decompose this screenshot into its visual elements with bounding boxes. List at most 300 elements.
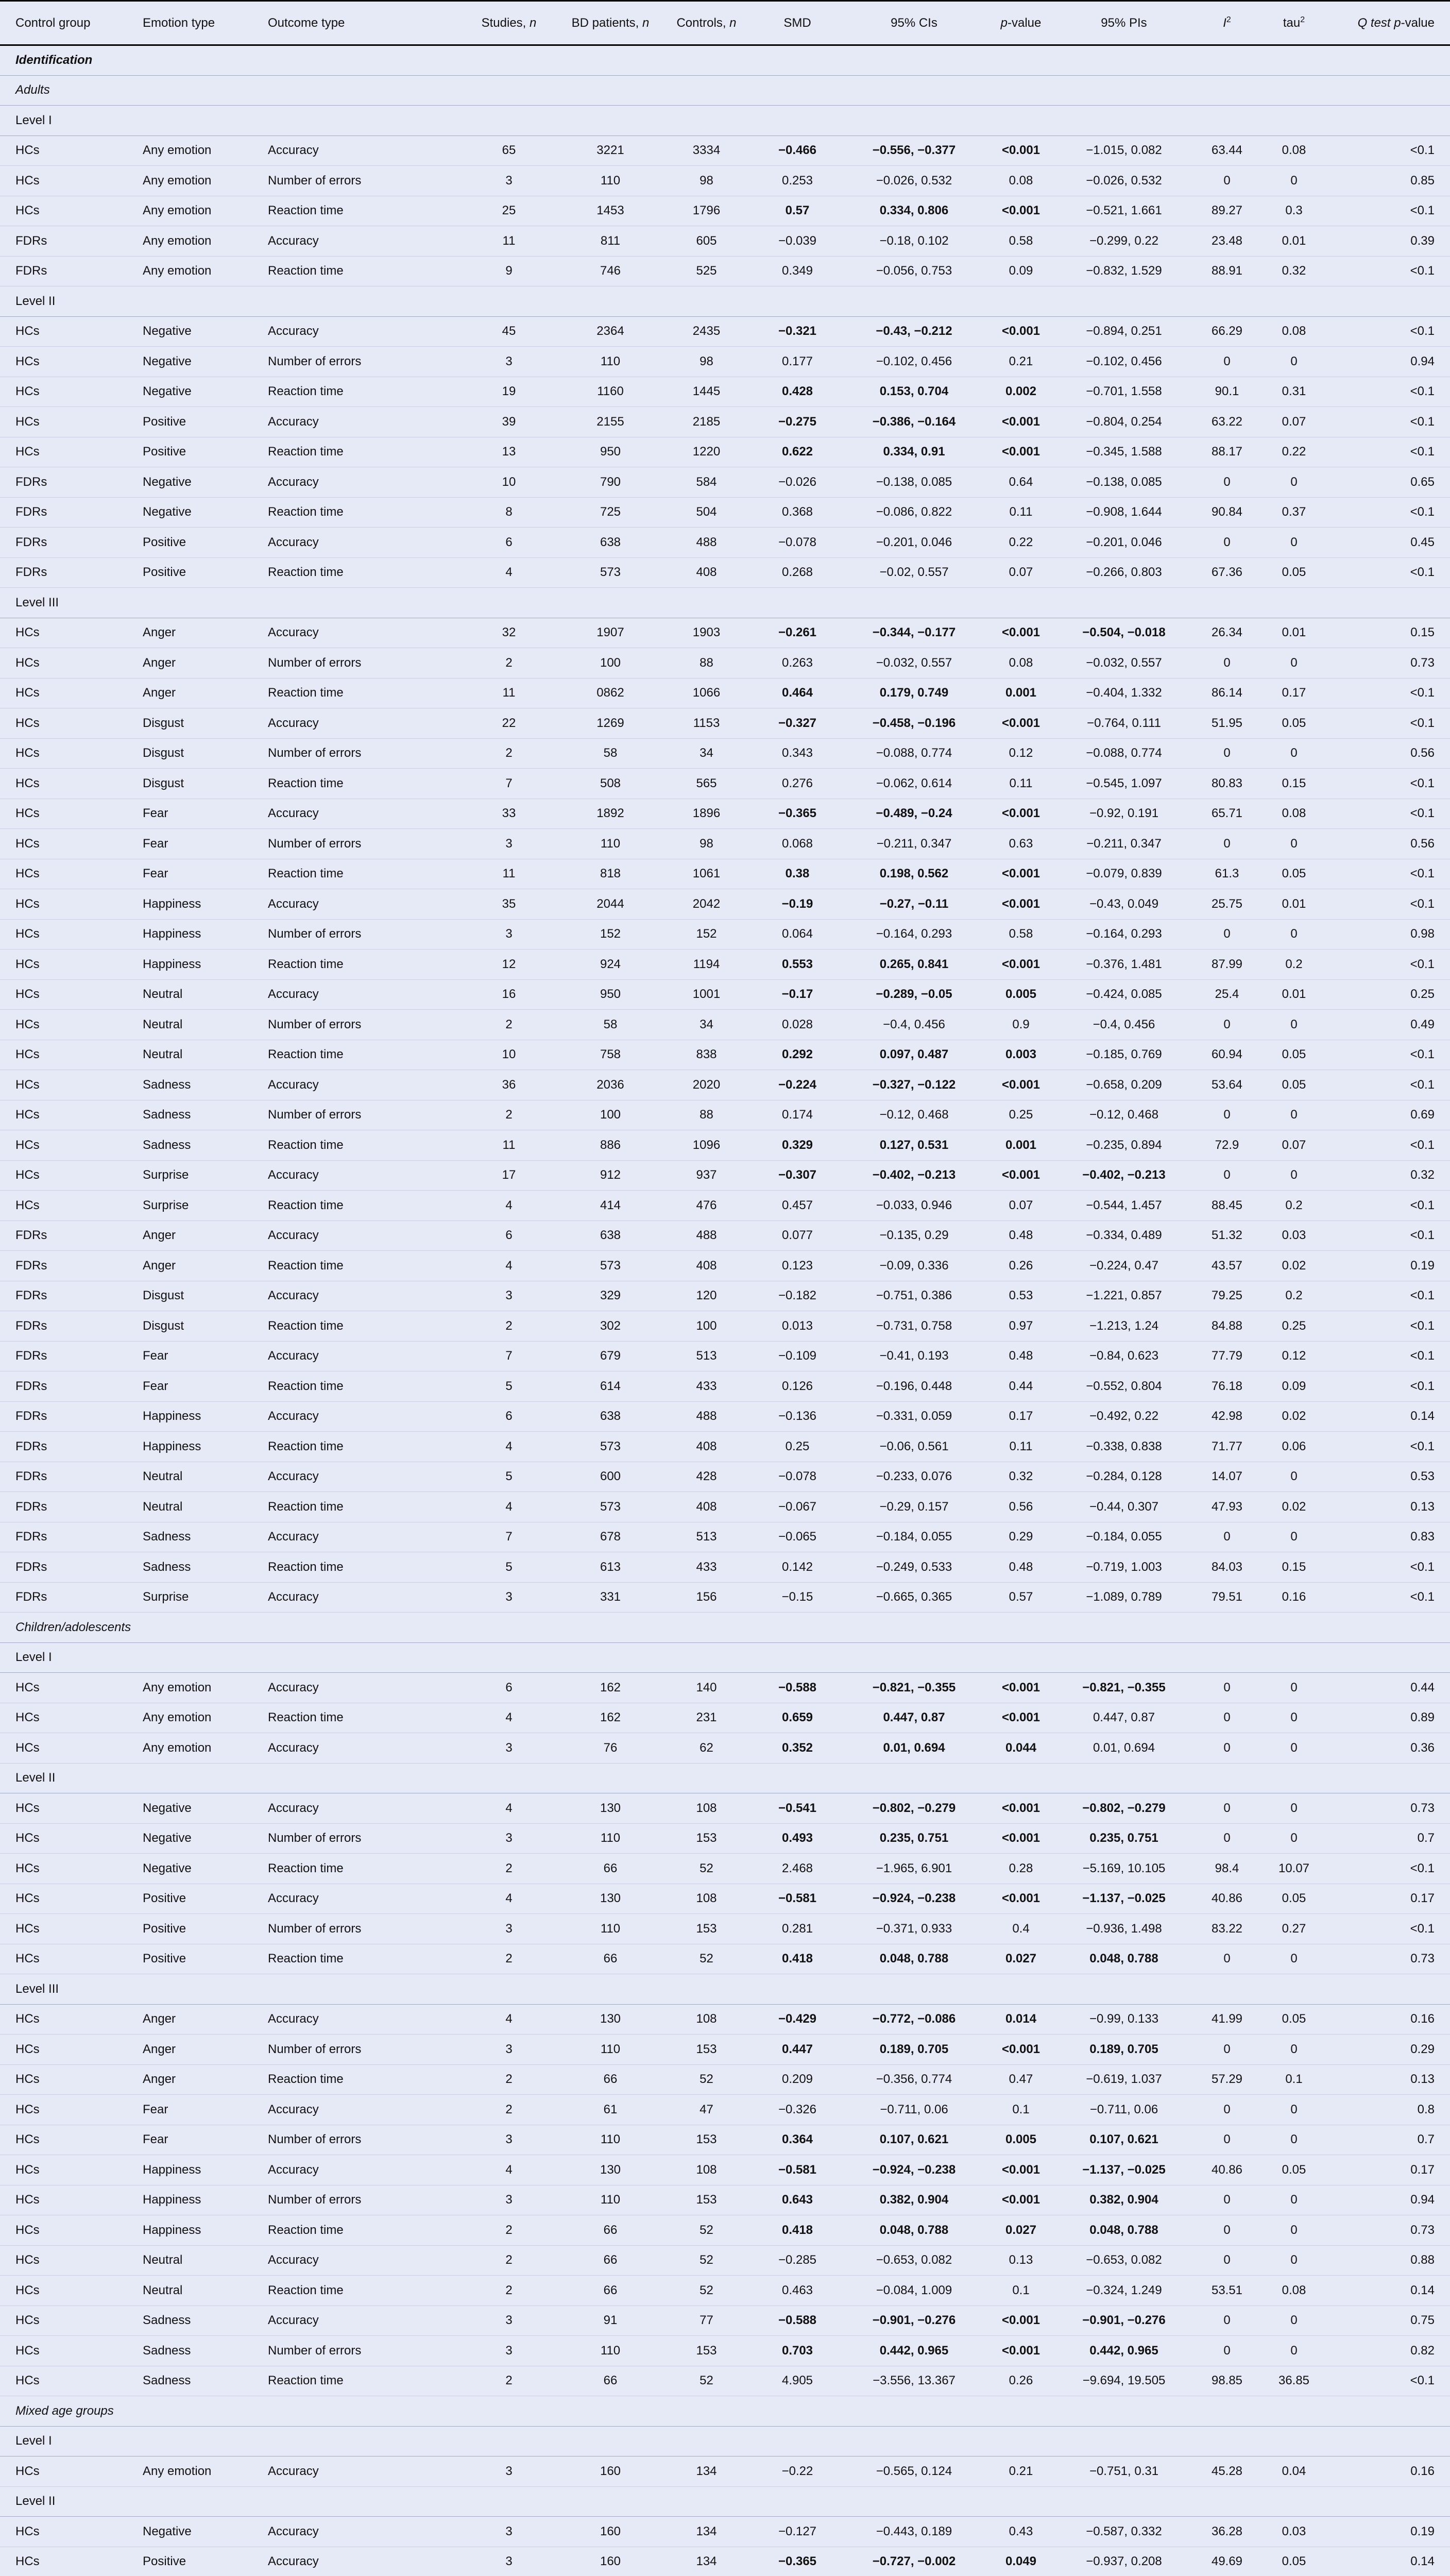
cell-emotion-type: Sadness bbox=[127, 2306, 252, 2336]
table-row bbox=[0, 528, 1450, 558]
col-smd: SMD bbox=[752, 1, 843, 45]
cell-studies: 6 bbox=[458, 1673, 559, 1703]
cell-i2: 47.93 bbox=[1191, 1492, 1263, 1522]
cell-emotion-type: Sadness bbox=[127, 1130, 252, 1161]
cell-ci: −0.29, 0.157 bbox=[843, 1492, 985, 1522]
cell-pi: −0.402, −0.213 bbox=[1057, 1160, 1191, 1191]
table-row bbox=[0, 226, 1450, 257]
cell-smd: −0.285 bbox=[752, 2245, 843, 2276]
cell-control-group: FDRs bbox=[0, 226, 127, 257]
cell-tau2: 0 bbox=[1263, 829, 1325, 859]
cell-studies: 5 bbox=[458, 1371, 559, 1402]
cell-control-group: HCs bbox=[0, 437, 127, 467]
cell-studies: 3 bbox=[458, 2306, 559, 2336]
cell-controls: 488 bbox=[661, 528, 752, 558]
cell-smd: −0.067 bbox=[752, 1492, 843, 1522]
cell-controls: 525 bbox=[661, 256, 752, 286]
table-row bbox=[0, 2215, 1450, 2246]
cell-emotion-type: Fear bbox=[127, 859, 252, 889]
table-row bbox=[0, 2245, 1450, 2276]
cell-ci: 0.048, 0.788 bbox=[843, 1944, 985, 1974]
cell-ci: −0.802, −0.279 bbox=[843, 1793, 985, 1824]
cell-bd-patients: 66 bbox=[559, 1854, 661, 1884]
cell-q-test: 0.15 bbox=[1325, 618, 1450, 648]
cell-pi: −1.015, 0.082 bbox=[1057, 135, 1191, 166]
cell-emotion-type: Any emotion bbox=[127, 1733, 252, 1764]
cell-ci: −0.344, −0.177 bbox=[843, 618, 985, 648]
cell-bd-patients: 329 bbox=[559, 1281, 661, 1311]
cell-outcome-type: Reaction time bbox=[252, 1854, 458, 1884]
cell-i2: 0 bbox=[1191, 2185, 1263, 2215]
cell-p-value: 0.97 bbox=[985, 1311, 1057, 1342]
cell-controls: 52 bbox=[661, 2245, 752, 2276]
cell-bd-patients: 110 bbox=[559, 1914, 661, 1944]
cell-control-group: HCs bbox=[0, 2517, 127, 2547]
table-row bbox=[0, 407, 1450, 437]
cell-emotion-type: Disgust bbox=[127, 769, 252, 799]
cell-control-group: HCs bbox=[0, 1884, 127, 1914]
cell-smd: −0.327 bbox=[752, 708, 843, 739]
cell-control-group: HCs bbox=[0, 859, 127, 889]
cell-bd-patients: 2044 bbox=[559, 889, 661, 920]
cell-emotion-type: Sadness bbox=[127, 1522, 252, 1552]
cell-smd: −0.541 bbox=[752, 1793, 843, 1824]
cell-smd: −0.321 bbox=[752, 316, 843, 347]
cell-controls: 52 bbox=[661, 2366, 752, 2396]
table-row bbox=[0, 377, 1450, 407]
cell-ci: −0.556, −0.377 bbox=[843, 135, 985, 166]
cell-controls: 108 bbox=[661, 2004, 752, 2035]
cell-p-value: 0.11 bbox=[985, 497, 1057, 528]
cell-controls: 2185 bbox=[661, 407, 752, 437]
cell-bd-patients: 924 bbox=[559, 950, 661, 980]
cell-ci: −0.06, 0.561 bbox=[843, 1432, 985, 1462]
cell-control-group: HCs bbox=[0, 2155, 127, 2185]
cell-controls: 153 bbox=[661, 1914, 752, 1944]
cell-outcome-type: Reaction time bbox=[252, 1432, 458, 1462]
cell-controls: 153 bbox=[661, 2125, 752, 2155]
cell-bd-patients: 638 bbox=[559, 528, 661, 558]
cell-tau2: 0.09 bbox=[1263, 1371, 1325, 1402]
cell-studies: 2 bbox=[458, 1944, 559, 1974]
cell-emotion-type: Negative bbox=[127, 347, 252, 377]
cell-emotion-type: Negative bbox=[127, 497, 252, 528]
cell-bd-patients: 58 bbox=[559, 738, 661, 769]
cell-pi: −1.213, 1.24 bbox=[1057, 1311, 1191, 1342]
table-row bbox=[0, 2004, 1450, 2035]
cell-tau2: 0 bbox=[1263, 1522, 1325, 1552]
cell-p-value: <0.001 bbox=[985, 2336, 1057, 2366]
cell-emotion-type: Any emotion bbox=[127, 166, 252, 196]
cell-controls: 52 bbox=[661, 2064, 752, 2095]
cell-controls: 2435 bbox=[661, 316, 752, 347]
cell-tau2: 0 bbox=[1263, 1793, 1325, 1824]
cell-tau2: 10.07 bbox=[1263, 1854, 1325, 1884]
cell-control-group: HCs bbox=[0, 799, 127, 829]
cell-bd-patients: 1892 bbox=[559, 799, 661, 829]
cell-control-group: HCs bbox=[0, 829, 127, 859]
cell-tau2: 0 bbox=[1263, 2306, 1325, 2336]
cell-outcome-type: Number of errors bbox=[252, 919, 458, 950]
cell-i2: 25.4 bbox=[1191, 979, 1263, 1010]
cell-tau2: 0.05 bbox=[1263, 1884, 1325, 1914]
cell-ci: −0.233, 0.076 bbox=[843, 1462, 985, 1492]
cell-p-value: <0.001 bbox=[985, 950, 1057, 980]
cell-i2: 0 bbox=[1191, 2336, 1263, 2366]
cell-controls: 62 bbox=[661, 1733, 752, 1764]
cell-emotion-type: Positive bbox=[127, 407, 252, 437]
level-row bbox=[0, 588, 1450, 618]
cell-i2: 98.4 bbox=[1191, 1854, 1263, 1884]
cell-emotion-type: Disgust bbox=[127, 1311, 252, 1342]
cell-smd: 2.468 bbox=[752, 1854, 843, 1884]
section-heading: Identification bbox=[0, 45, 1450, 76]
cell-controls: 1220 bbox=[661, 437, 752, 467]
cell-i2: 0 bbox=[1191, 1100, 1263, 1130]
cell-smd: −0.078 bbox=[752, 1462, 843, 1492]
cell-studies: 7 bbox=[458, 1341, 559, 1371]
cell-studies: 4 bbox=[458, 1884, 559, 1914]
cell-control-group: HCs bbox=[0, 2245, 127, 2276]
cell-i2: 60.94 bbox=[1191, 1040, 1263, 1070]
cell-p-value: 0.48 bbox=[985, 1552, 1057, 1583]
cell-studies: 6 bbox=[458, 528, 559, 558]
cell-p-value: 0.09 bbox=[985, 256, 1057, 286]
cell-p-value: 0.43 bbox=[985, 2517, 1057, 2547]
cell-emotion-type: Negative bbox=[127, 1854, 252, 1884]
cell-tau2: 0.16 bbox=[1263, 1582, 1325, 1613]
cell-p-value: 0.21 bbox=[985, 2456, 1057, 2487]
cell-bd-patients: 100 bbox=[559, 648, 661, 679]
cell-controls: 513 bbox=[661, 1341, 752, 1371]
cell-ci: −0.327, −0.122 bbox=[843, 1070, 985, 1100]
cell-control-group: HCs bbox=[0, 678, 127, 708]
cell-studies: 19 bbox=[458, 377, 559, 407]
cell-tau2: 0.03 bbox=[1263, 2517, 1325, 2547]
cell-bd-patients: 160 bbox=[559, 2517, 661, 2547]
cell-tau2: 0.01 bbox=[1263, 226, 1325, 257]
cell-tau2: 0 bbox=[1263, 648, 1325, 679]
cell-emotion-type: Happiness bbox=[127, 889, 252, 920]
cell-i2: 0 bbox=[1191, 2306, 1263, 2336]
cell-ci: 0.107, 0.621 bbox=[843, 2125, 985, 2155]
cell-studies: 3 bbox=[458, 1281, 559, 1311]
cell-i2: 40.86 bbox=[1191, 2155, 1263, 2185]
cell-i2: 0 bbox=[1191, 2215, 1263, 2246]
cell-studies: 2 bbox=[458, 738, 559, 769]
cell-pi: −0.821, −0.355 bbox=[1057, 1673, 1191, 1703]
cell-emotion-type: Happiness bbox=[127, 950, 252, 980]
cell-i2: 0 bbox=[1191, 738, 1263, 769]
cell-smd: −0.365 bbox=[752, 799, 843, 829]
level-label: Level II bbox=[0, 286, 1450, 317]
cell-tau2: 0.27 bbox=[1263, 1914, 1325, 1944]
cell-control-group: FDRs bbox=[0, 1341, 127, 1371]
cell-control-group: HCs bbox=[0, 1130, 127, 1161]
cell-i2: 72.9 bbox=[1191, 1130, 1263, 1161]
cell-emotion-type: Disgust bbox=[127, 708, 252, 739]
cell-bd-patients: 573 bbox=[559, 1492, 661, 1522]
cell-bd-patients: 110 bbox=[559, 2185, 661, 2215]
cell-q-test: <0.1 bbox=[1325, 859, 1450, 889]
cell-q-test: 0.49 bbox=[1325, 1010, 1450, 1040]
cell-tau2: 0 bbox=[1263, 2336, 1325, 2366]
cell-smd: −0.275 bbox=[752, 407, 843, 437]
cell-tau2: 0.02 bbox=[1263, 1251, 1325, 1281]
cell-p-value: 0.58 bbox=[985, 226, 1057, 257]
cell-controls: 504 bbox=[661, 497, 752, 528]
cell-outcome-type: Number of errors bbox=[252, 1010, 458, 1040]
table-row bbox=[0, 1040, 1450, 1070]
cell-p-value: <0.001 bbox=[985, 1703, 1057, 1733]
cell-ci: −0.386, −0.164 bbox=[843, 407, 985, 437]
cell-control-group: FDRs bbox=[0, 1311, 127, 1342]
cell-outcome-type: Reaction time bbox=[252, 2215, 458, 2246]
cell-smd: 0.38 bbox=[752, 859, 843, 889]
cell-emotion-type: Negative bbox=[127, 1823, 252, 1854]
cell-bd-patients: 725 bbox=[559, 497, 661, 528]
table-row bbox=[0, 135, 1450, 166]
cell-controls: 52 bbox=[661, 2276, 752, 2306]
cell-outcome-type: Accuracy bbox=[252, 2547, 458, 2576]
cell-bd-patients: 162 bbox=[559, 1673, 661, 1703]
cell-control-group: HCs bbox=[0, 919, 127, 950]
cell-q-test: 0.7 bbox=[1325, 2125, 1450, 2155]
cell-studies: 4 bbox=[458, 1432, 559, 1462]
cell-p-value: 0.005 bbox=[985, 979, 1057, 1010]
cell-control-group: HCs bbox=[0, 2306, 127, 2336]
cell-ci: −0.09, 0.336 bbox=[843, 1251, 985, 1281]
cell-studies: 12 bbox=[458, 950, 559, 980]
cell-studies: 3 bbox=[458, 2336, 559, 2366]
cell-control-group: HCs bbox=[0, 196, 127, 226]
cell-emotion-type: Neutral bbox=[127, 2245, 252, 2276]
header-row bbox=[0, 1, 1450, 45]
cell-emotion-type: Anger bbox=[127, 2035, 252, 2065]
cell-outcome-type: Reaction time bbox=[252, 859, 458, 889]
cell-i2: 23.48 bbox=[1191, 226, 1263, 257]
cell-control-group: HCs bbox=[0, 2215, 127, 2246]
cell-ci: −1.965, 6.901 bbox=[843, 1854, 985, 1884]
cell-i2: 53.51 bbox=[1191, 2276, 1263, 2306]
cell-outcome-type: Accuracy bbox=[252, 708, 458, 739]
cell-control-group: HCs bbox=[0, 1100, 127, 1130]
cell-controls: 565 bbox=[661, 769, 752, 799]
cell-smd: 0.276 bbox=[752, 769, 843, 799]
level-label: Level III bbox=[0, 1974, 1450, 2005]
cell-emotion-type: Happiness bbox=[127, 1401, 252, 1432]
level-label: Level II bbox=[0, 1763, 1450, 1793]
cell-q-test: 0.32 bbox=[1325, 1160, 1450, 1191]
cell-emotion-type: Disgust bbox=[127, 738, 252, 769]
cell-pi: 0.382, 0.904 bbox=[1057, 2185, 1191, 2215]
cell-q-test: 0.36 bbox=[1325, 1733, 1450, 1764]
cell-smd: 0.174 bbox=[752, 1100, 843, 1130]
cell-bd-patients: 110 bbox=[559, 166, 661, 196]
cell-studies: 2 bbox=[458, 2245, 559, 2276]
cell-bd-patients: 1453 bbox=[559, 196, 661, 226]
cell-control-group: HCs bbox=[0, 648, 127, 679]
cell-ci: 0.153, 0.704 bbox=[843, 377, 985, 407]
cell-tau2: 0.08 bbox=[1263, 316, 1325, 347]
cell-ci: 0.334, 0.91 bbox=[843, 437, 985, 467]
cell-q-test: 0.73 bbox=[1325, 1793, 1450, 1824]
cell-emotion-type: Any emotion bbox=[127, 1673, 252, 1703]
cell-bd-patients: 573 bbox=[559, 1251, 661, 1281]
cell-emotion-type: Sadness bbox=[127, 1552, 252, 1583]
col-p-value: p-value bbox=[985, 1, 1057, 45]
cell-i2: 0 bbox=[1191, 166, 1263, 196]
cell-pi: 0.447, 0.87 bbox=[1057, 1703, 1191, 1733]
cell-studies: 17 bbox=[458, 1160, 559, 1191]
cell-bd-patients: 414 bbox=[559, 1191, 661, 1221]
cell-outcome-type: Accuracy bbox=[252, 1070, 458, 1100]
cell-control-group: HCs bbox=[0, 2276, 127, 2306]
table-row bbox=[0, 950, 1450, 980]
cell-smd: −0.127 bbox=[752, 2517, 843, 2547]
cell-i2: 76.18 bbox=[1191, 1371, 1263, 1402]
cell-studies: 65 bbox=[458, 135, 559, 166]
cell-q-test: <0.1 bbox=[1325, 1854, 1450, 1884]
cell-bd-patients: 160 bbox=[559, 2547, 661, 2576]
cell-p-value: 0.11 bbox=[985, 769, 1057, 799]
cell-controls: 1001 bbox=[661, 979, 752, 1010]
cell-i2: 0 bbox=[1191, 2035, 1263, 2065]
cell-studies: 4 bbox=[458, 557, 559, 588]
cell-control-group: HCs bbox=[0, 166, 127, 196]
cell-smd: −0.109 bbox=[752, 1341, 843, 1371]
cell-ci: −0.565, 0.124 bbox=[843, 2456, 985, 2487]
table-row bbox=[0, 2064, 1450, 2095]
cell-bd-patients: 66 bbox=[559, 2276, 661, 2306]
cell-smd: 0.292 bbox=[752, 1040, 843, 1070]
cell-outcome-type: Accuracy bbox=[252, 2155, 458, 2185]
cell-tau2: 0.08 bbox=[1263, 799, 1325, 829]
level-label: Level III bbox=[0, 588, 1450, 618]
cell-emotion-type: Fear bbox=[127, 829, 252, 859]
cell-pi: −0.032, 0.557 bbox=[1057, 648, 1191, 679]
cell-i2: 49.69 bbox=[1191, 2547, 1263, 2576]
cell-pi: −0.804, 0.254 bbox=[1057, 407, 1191, 437]
cell-q-test: <0.1 bbox=[1325, 1552, 1450, 1583]
cell-i2: 79.25 bbox=[1191, 1281, 1263, 1311]
cell-controls: 153 bbox=[661, 2185, 752, 2215]
cell-outcome-type: Accuracy bbox=[252, 1462, 458, 1492]
cell-q-test: 0.25 bbox=[1325, 979, 1450, 1010]
table-row bbox=[0, 2336, 1450, 2366]
cell-pi: 0.442, 0.965 bbox=[1057, 2336, 1191, 2366]
cell-i2: 98.85 bbox=[1191, 2366, 1263, 2396]
table-row bbox=[0, 738, 1450, 769]
cell-i2: 66.29 bbox=[1191, 316, 1263, 347]
cell-p-value: <0.001 bbox=[985, 1884, 1057, 1914]
cell-control-group: FDRs bbox=[0, 1522, 127, 1552]
cell-p-value: <0.001 bbox=[985, 859, 1057, 889]
table-row bbox=[0, 1341, 1450, 1371]
cell-smd: −0.078 bbox=[752, 528, 843, 558]
cell-q-test: 0.98 bbox=[1325, 919, 1450, 950]
cell-tau2: 0 bbox=[1263, 1823, 1325, 1854]
cell-smd: 0.643 bbox=[752, 2185, 843, 2215]
cell-pi: 0.048, 0.788 bbox=[1057, 2215, 1191, 2246]
cell-pi: −0.088, 0.774 bbox=[1057, 738, 1191, 769]
cell-q-test: <0.1 bbox=[1325, 1191, 1450, 1221]
cell-outcome-type: Accuracy bbox=[252, 1582, 458, 1613]
cell-emotion-type: Any emotion bbox=[127, 135, 252, 166]
cell-tau2: 0.12 bbox=[1263, 1341, 1325, 1371]
cell-control-group: HCs bbox=[0, 316, 127, 347]
cell-control-group: HCs bbox=[0, 1823, 127, 1854]
cell-pi: −0.658, 0.209 bbox=[1057, 1070, 1191, 1100]
cell-control-group: HCs bbox=[0, 738, 127, 769]
cell-tau2: 0.04 bbox=[1263, 2456, 1325, 2487]
cell-outcome-type: Reaction time bbox=[252, 2064, 458, 2095]
cell-tau2: 0.2 bbox=[1263, 1191, 1325, 1221]
cell-outcome-type: Accuracy bbox=[252, 1522, 458, 1552]
cell-p-value: 0.11 bbox=[985, 1432, 1057, 1462]
cell-q-test: 0.17 bbox=[1325, 2155, 1450, 2185]
table-row bbox=[0, 557, 1450, 588]
cell-control-group: HCs bbox=[0, 1070, 127, 1100]
cell-emotion-type: Neutral bbox=[127, 979, 252, 1010]
cell-tau2: 0.05 bbox=[1263, 859, 1325, 889]
cell-p-value: 0.005 bbox=[985, 2125, 1057, 2155]
cell-q-test: <0.1 bbox=[1325, 1432, 1450, 1462]
cell-controls: 1903 bbox=[661, 618, 752, 648]
cell-smd: 0.457 bbox=[752, 1191, 843, 1221]
cell-q-test: 0.73 bbox=[1325, 1944, 1450, 1974]
cell-outcome-type: Reaction time bbox=[252, 1040, 458, 1070]
cell-bd-patients: 1907 bbox=[559, 618, 661, 648]
cell-control-group: HCs bbox=[0, 889, 127, 920]
cell-ci: −0.443, 0.189 bbox=[843, 2517, 985, 2547]
cell-pi: −0.901, −0.276 bbox=[1057, 2306, 1191, 2336]
level-row bbox=[0, 2426, 1450, 2456]
cell-q-test: 0.16 bbox=[1325, 2456, 1450, 2487]
cell-ci: 0.382, 0.904 bbox=[843, 2185, 985, 2215]
cell-q-test: 0.65 bbox=[1325, 467, 1450, 498]
cell-tau2: 0.22 bbox=[1263, 437, 1325, 467]
cell-p-value: <0.001 bbox=[985, 407, 1057, 437]
cell-bd-patients: 130 bbox=[559, 2155, 661, 2185]
cell-emotion-type: Sadness bbox=[127, 2336, 252, 2366]
cell-i2: 0 bbox=[1191, 1010, 1263, 1040]
table-row bbox=[0, 2276, 1450, 2306]
cell-control-group: FDRs bbox=[0, 1432, 127, 1462]
cell-control-group: FDRs bbox=[0, 1582, 127, 1613]
cell-q-test: 0.56 bbox=[1325, 829, 1450, 859]
cell-bd-patients: 66 bbox=[559, 2064, 661, 2095]
cell-ci: −0.032, 0.557 bbox=[843, 648, 985, 679]
cell-p-value: 0.26 bbox=[985, 2366, 1057, 2396]
table-row bbox=[0, 1703, 1450, 1733]
cell-smd: 0.57 bbox=[752, 196, 843, 226]
cell-ci: −0.331, 0.059 bbox=[843, 1401, 985, 1432]
cell-control-group: HCs bbox=[0, 1703, 127, 1733]
cell-q-test: <0.1 bbox=[1325, 1130, 1450, 1161]
cell-pi: −0.719, 1.003 bbox=[1057, 1552, 1191, 1583]
cell-pi: −0.92, 0.191 bbox=[1057, 799, 1191, 829]
cell-pi: −0.338, 0.838 bbox=[1057, 1432, 1191, 1462]
cell-controls: 513 bbox=[661, 1522, 752, 1552]
cell-ci: −0.12, 0.468 bbox=[843, 1100, 985, 1130]
level-label: Level II bbox=[0, 2486, 1450, 2517]
cell-outcome-type: Accuracy bbox=[252, 1221, 458, 1251]
level-label: Level I bbox=[0, 2426, 1450, 2456]
cell-controls: 838 bbox=[661, 1040, 752, 1070]
cell-i2: 89.27 bbox=[1191, 196, 1263, 226]
cell-ci: −3.556, 13.367 bbox=[843, 2366, 985, 2396]
